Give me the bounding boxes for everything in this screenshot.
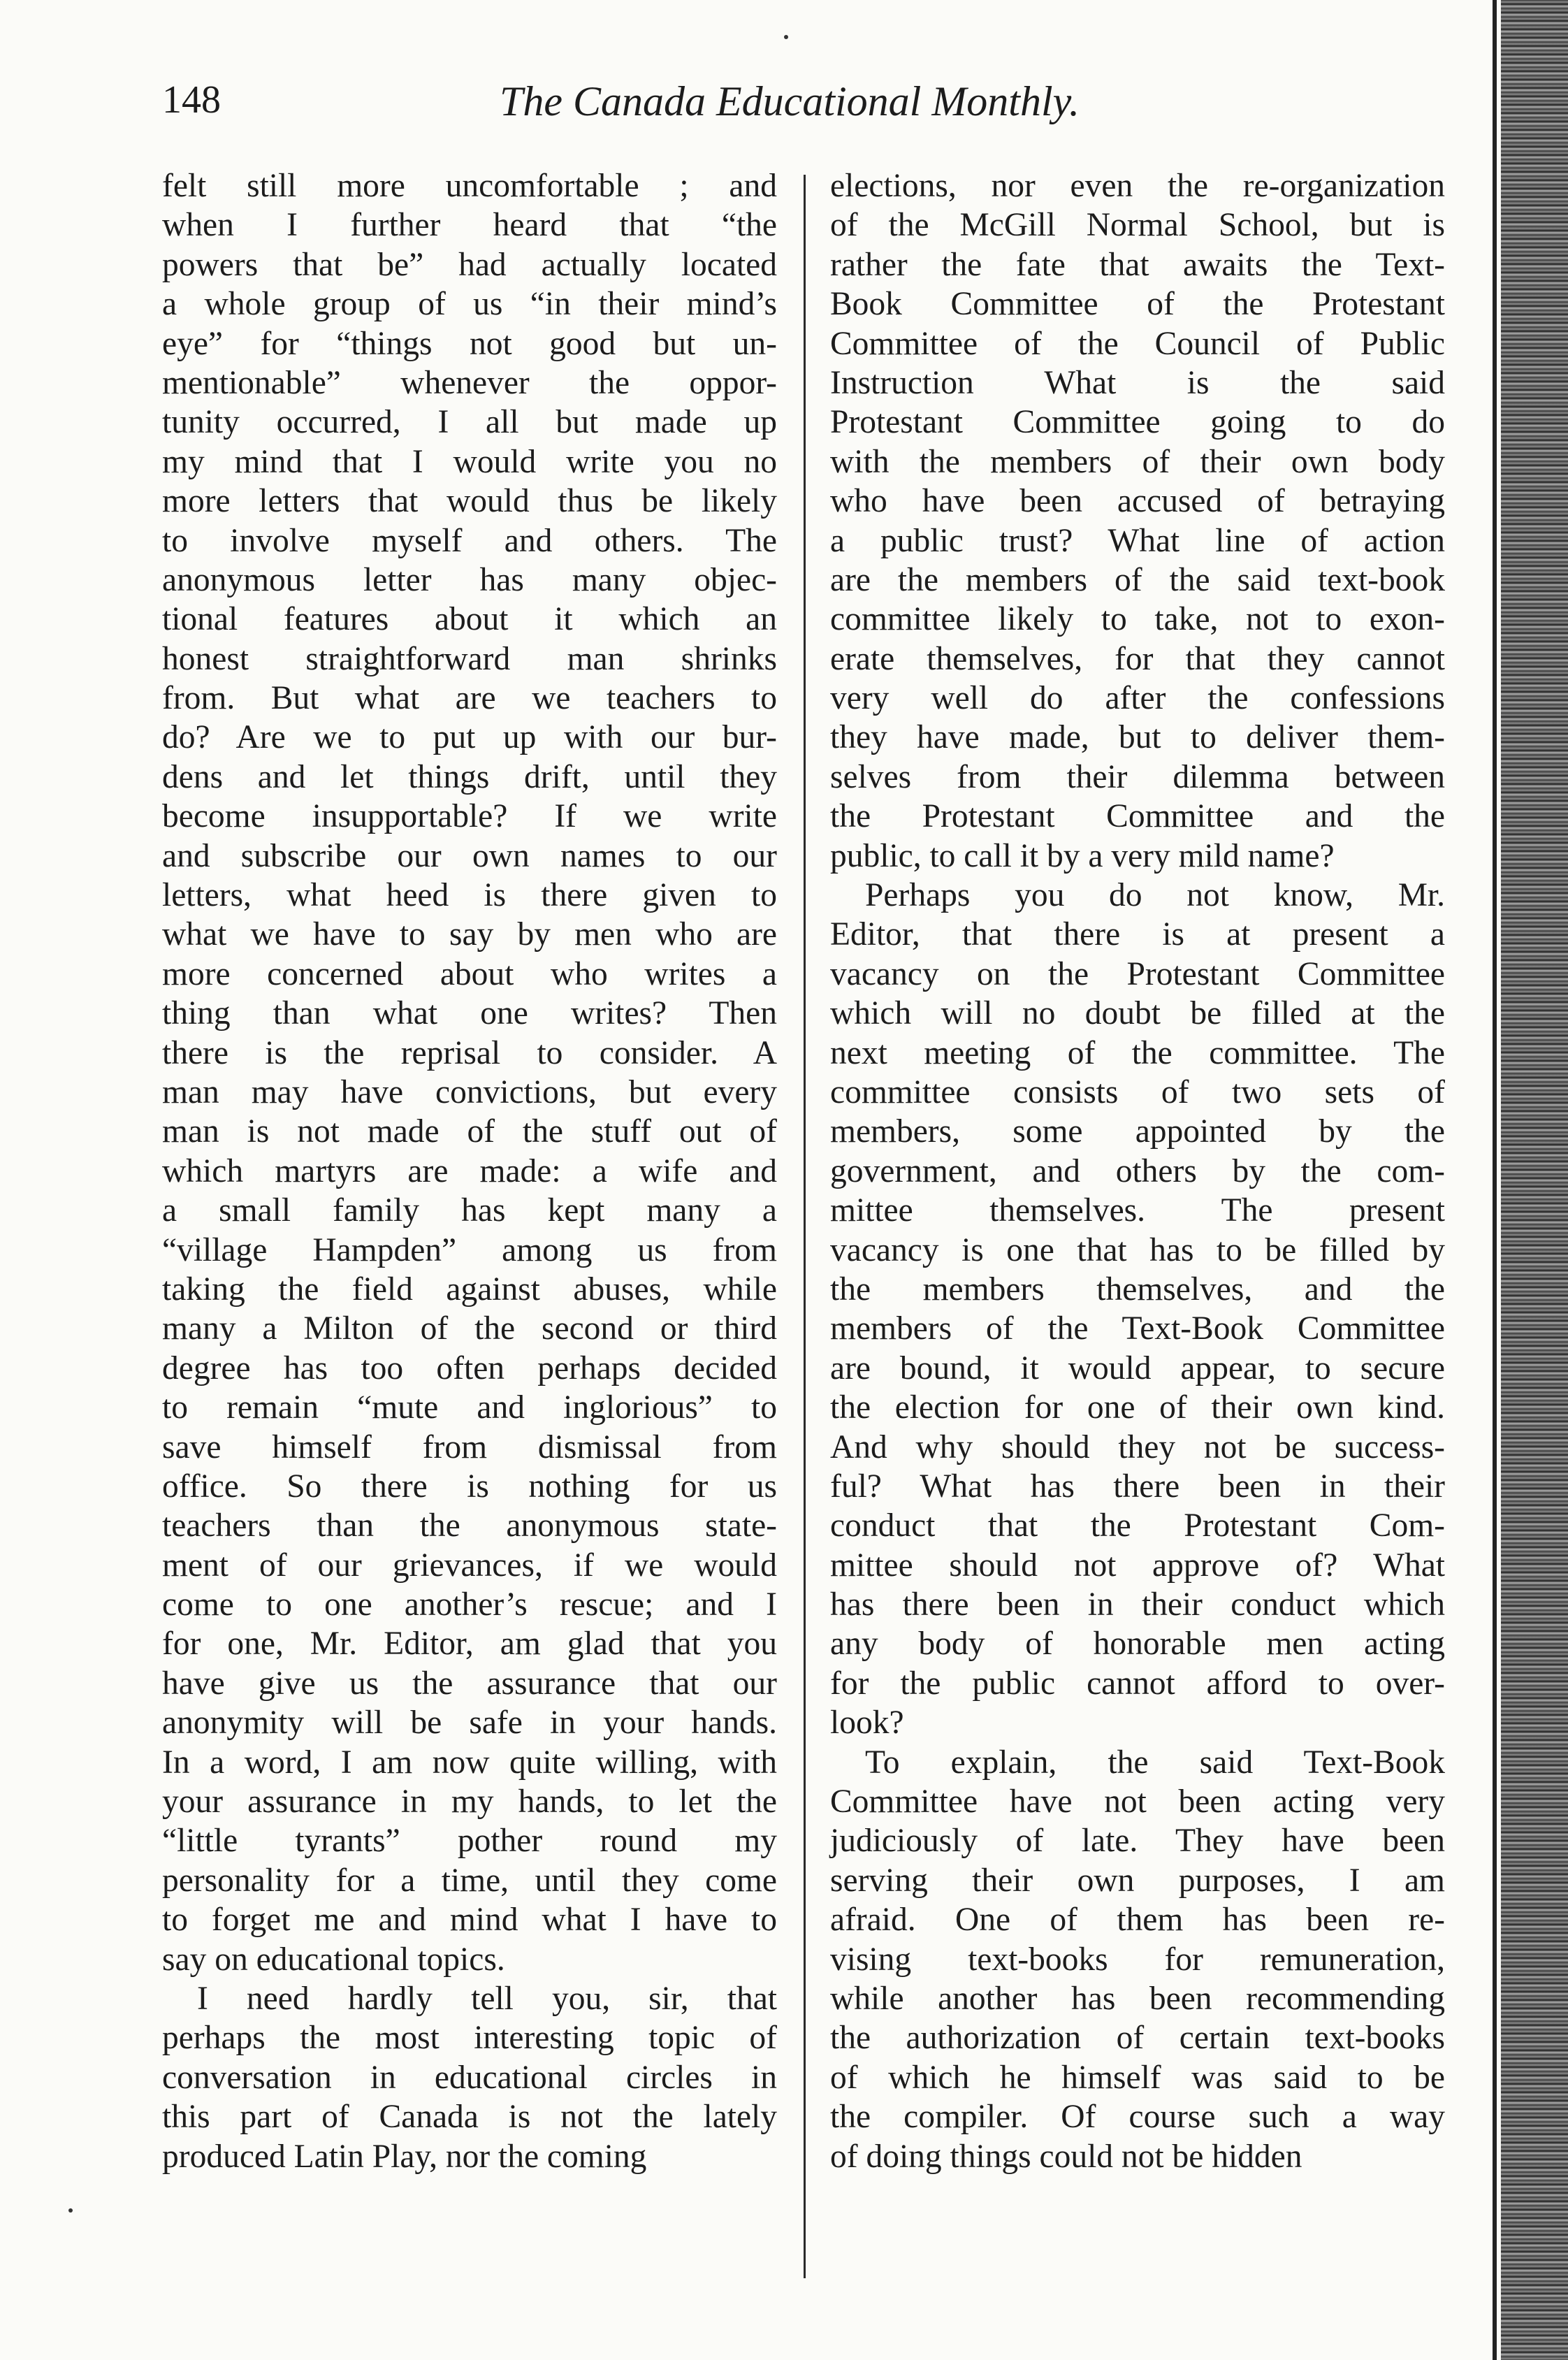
text-line: of doing things could not be hidden xyxy=(830,2138,1302,2175)
running-title: The Canada Educational Monthly. xyxy=(500,78,1080,124)
text-line: personality for a time, until they come xyxy=(162,1862,777,1899)
text-line: afraid. One of them has been re- xyxy=(830,1902,1445,1939)
print-speck xyxy=(68,2208,73,2213)
text-line: judiciously of late. They have been xyxy=(830,1823,1445,1860)
text-line: from. But what are we teachers to xyxy=(162,680,777,717)
print-speck xyxy=(784,35,788,39)
text-line: Committee have not been acting very xyxy=(830,1783,1445,1820)
text-line: which will no doubt be filled at the xyxy=(830,995,1445,1032)
text-line: very well do after the confessions xyxy=(830,680,1445,717)
text-line: of the McGill Normal School, but is xyxy=(830,207,1445,244)
text-line: I need hardly tell you, sir, that xyxy=(197,1980,777,2017)
text-line: To explain, the said Text-Book xyxy=(865,1744,1445,1781)
text-line: powers that be” had actually located xyxy=(162,246,777,283)
text-line: felt still more uncomfortable ; and xyxy=(162,168,777,204)
text-line: serving their own purposes, I am xyxy=(830,1862,1445,1899)
text-line: do? Are we to put up with our bur- xyxy=(162,719,777,756)
text-line: mittee themselves. The present xyxy=(830,1192,1445,1229)
text-line: more letters that would thus be likely xyxy=(162,483,777,520)
text-line: vacancy on the Protestant Committee xyxy=(830,955,1445,992)
text-line: of which he himself was said to be xyxy=(830,2059,1445,2096)
text-line: the Protestant Committee and the xyxy=(830,798,1445,835)
text-line: teachers than the anonymous state- xyxy=(162,1507,777,1544)
text-line: members, some appointed by the xyxy=(830,1113,1445,1150)
text-line: dens and let things drift, until they xyxy=(162,758,777,795)
text-line: tunity occurred, I all but made up xyxy=(162,404,777,441)
text-line: this part of Canada is not the lately xyxy=(162,2099,777,2136)
text-line: degree has too often perhaps decided xyxy=(162,1349,777,1387)
text-line: mentionable” whenever the oppor- xyxy=(162,364,777,401)
text-line: committee consists of two sets of xyxy=(830,1073,1445,1110)
text-line: perhaps the most interesting topic of xyxy=(162,2020,777,2057)
text-line: for one, Mr. Editor, am glad that you xyxy=(162,1626,777,1663)
text-line: taking the field against abuses, while xyxy=(162,1271,777,1308)
text-line: become insupportable? If we write xyxy=(162,798,777,835)
text-line: “village Hampden” among us from xyxy=(162,1231,777,1268)
text-line: with the members of their own body xyxy=(830,443,1445,480)
text-line: a whole group of us “in their mind’s xyxy=(162,286,777,323)
text-line: the election for one of their own kind. xyxy=(830,1389,1445,1426)
text-line: there is the reprisal to consider. A xyxy=(162,1034,777,1071)
text-line: which martyrs are made: a wife and xyxy=(162,1152,777,1189)
text-line: man may have convictions, but every xyxy=(162,1073,777,1110)
text-line: vacancy is one that has to be filled by xyxy=(830,1231,1445,1268)
page-number: 148 xyxy=(162,78,221,122)
text-line: your assurance in my hands, to let the xyxy=(162,1783,777,1820)
text-line: and subscribe our own names to our xyxy=(162,837,777,874)
text-line: erate themselves, for that they cannot xyxy=(830,640,1445,677)
text-line: more concerned about who writes a xyxy=(162,955,777,992)
text-line: letters, what heed is there given to xyxy=(162,877,777,914)
text-line: my mind that I would write you no xyxy=(162,443,777,480)
right-column xyxy=(830,166,1445,2176)
text-line: to involve myself and others. The xyxy=(162,522,777,559)
left-column xyxy=(162,166,777,2176)
text-line: ful? What has there been in their xyxy=(830,1468,1445,1505)
text-line: to remain “mute and inglorious” to xyxy=(162,1389,777,1426)
text-line: conversation in educational circles in xyxy=(162,2059,777,2096)
text-line: office. So there is nothing for us xyxy=(162,1468,777,1505)
text-line: what we have to say by men who are xyxy=(162,916,777,953)
text-line: thing than what one writes? Then xyxy=(162,995,777,1032)
text-line: honest straightforward man shrinks xyxy=(162,640,777,677)
text-line: conduct that the Protestant Com- xyxy=(830,1507,1445,1544)
text-line: “little tyrants” pother round my xyxy=(162,1823,777,1860)
text-line: vising text-books for remuneration, xyxy=(830,1941,1445,1978)
text-line: the members themselves, and the xyxy=(830,1271,1445,1308)
text-line: And why should they not be success- xyxy=(830,1428,1445,1465)
text-line: many a Milton of the second or third xyxy=(162,1310,777,1347)
text-line: members of the Text-Book Committee xyxy=(830,1310,1445,1347)
text-line: when I further heard that “the xyxy=(162,207,777,244)
text-line: have give us the assurance that our xyxy=(162,1665,777,1702)
text-line: come to one another’s rescue; and I xyxy=(162,1586,777,1623)
text-line: say on educational topics. xyxy=(162,1941,505,1978)
text-line: man is not made of the stuff out of xyxy=(162,1113,777,1150)
text-line: eye” for “things not good but un- xyxy=(162,325,777,362)
text-line: a small family has kept many a xyxy=(162,1192,777,1229)
text-line: the authorization of certain text-books xyxy=(830,2020,1445,2057)
text-line: ment of our grievances, if we would xyxy=(162,1547,777,1584)
text-line: Instruction What is the said xyxy=(830,364,1445,401)
text-line: tional features about it which an xyxy=(162,601,777,638)
text-line: selves from their dilemma between xyxy=(830,758,1445,795)
scan-edge-texture xyxy=(1501,0,1568,2360)
text-line: government, and others by the com- xyxy=(830,1152,1445,1189)
text-line: Book Committee of the Protestant xyxy=(830,286,1445,323)
text-line: to forget me and mind what I have to xyxy=(162,1902,777,1939)
text-line: elections, nor even the re-organization xyxy=(830,168,1445,204)
text-line: Protestant Committee going to do xyxy=(830,404,1445,441)
text-line: In a word, I am now quite willing, with xyxy=(162,1744,777,1781)
text-line: a public trust? What line of action xyxy=(830,522,1445,559)
text-line: Perhaps you do not know, Mr. xyxy=(865,877,1445,914)
text-line: the compiler. Of course such a way xyxy=(830,2099,1445,2136)
text-line: save himself from dismissal from xyxy=(162,1428,777,1465)
text-line: who have been accused of betraying xyxy=(830,483,1445,520)
text-line: public, to call it by a very mild name? xyxy=(830,837,1335,874)
text-line: produced Latin Play, nor the coming xyxy=(162,2138,647,2175)
text-line: Editor, that there is at present a xyxy=(830,916,1445,953)
text-line: they have made, but to deliver them- xyxy=(830,719,1445,756)
text-line: anonymous letter has many objec- xyxy=(162,561,777,598)
text-line: Committee of the Council of Public xyxy=(830,325,1445,362)
text-line: next meeting of the committee. The xyxy=(830,1034,1445,1071)
text-line: for the public cannot afford to over- xyxy=(830,1665,1445,1702)
text-line: are the members of the said text-book xyxy=(830,561,1445,598)
text-line: any body of honorable men acting xyxy=(830,1626,1445,1663)
column-divider xyxy=(804,175,806,2278)
text-line: are bound, it would appear, to secure xyxy=(830,1349,1445,1387)
text-line: has there been in their conduct which xyxy=(830,1586,1445,1623)
text-line: look? xyxy=(830,1704,904,1742)
text-line: anonymity will be safe in your hands. xyxy=(162,1704,777,1742)
scan-edge-line xyxy=(1493,0,1497,2360)
text-line: committee likely to take, not to exon- xyxy=(830,601,1445,638)
text-line: rather the fate that awaits the Text- xyxy=(830,246,1445,283)
text-line: mittee should not approve of? What xyxy=(830,1547,1445,1584)
text-line: while another has been recommending xyxy=(830,1980,1445,2017)
